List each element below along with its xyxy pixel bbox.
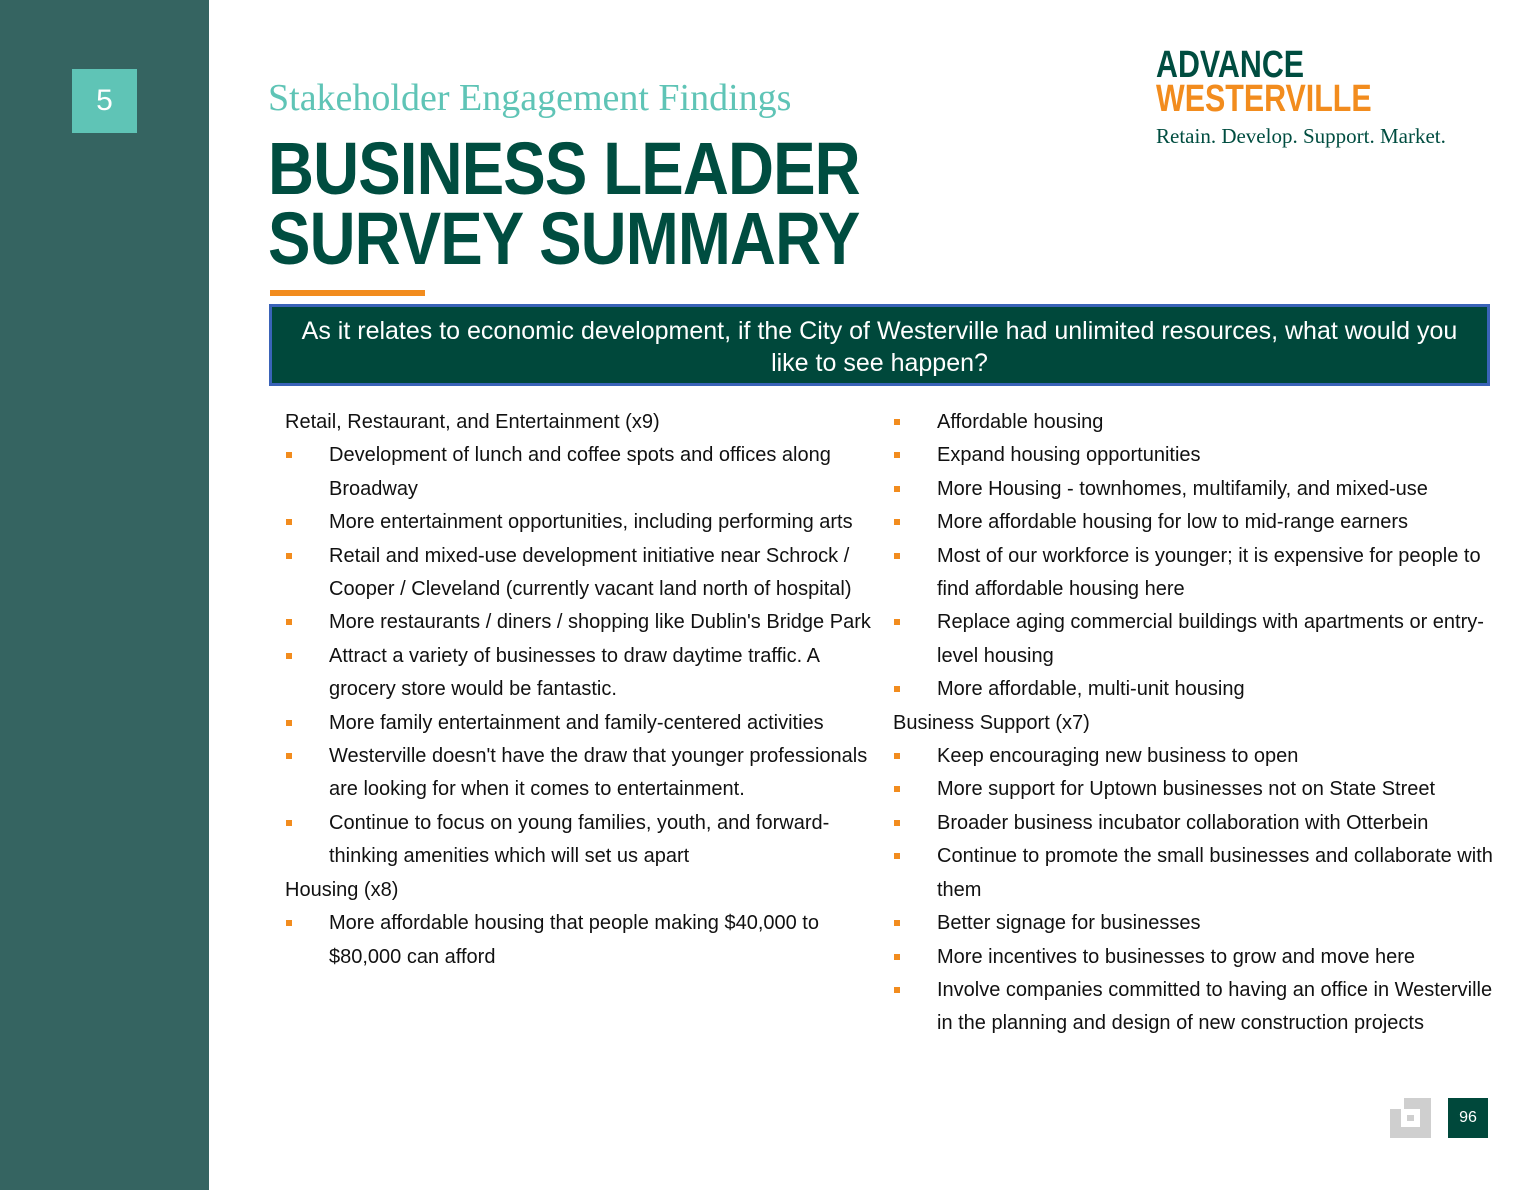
list-item: Replace aging commercial buildings with apartments or entry-level housing bbox=[893, 606, 1493, 673]
question-banner bbox=[269, 304, 1490, 386]
list-item: Expand housing opportunities bbox=[893, 439, 1493, 472]
list-item: More affordable, multi-unit housing bbox=[893, 673, 1493, 706]
page-number: 96 bbox=[1448, 1098, 1488, 1138]
sidebar-band bbox=[0, 0, 209, 1190]
question-text: As it relates to economic development, if the City of Westerville had unlimited resources, what would you like to see happen? bbox=[301, 317, 1458, 377]
category-heading-retail: Retail, Restaurant, and Entertainment (x9) bbox=[285, 411, 660, 433]
list-item: More affordable housing that people making $40,000 to $80,000 can afford bbox=[285, 907, 875, 974]
category-heading-business: Business Support (x7) bbox=[893, 711, 1090, 734]
list-item: Development of lunch and coffee spots and offices along Broadway bbox=[285, 439, 875, 506]
left-column bbox=[285, 406, 875, 974]
brand-line-westerville: WESTERVILLE bbox=[1156, 78, 1372, 120]
list-item: Westerville doesn't have the draw that younger professionals are looking for when it comes to entertainment. bbox=[285, 740, 875, 807]
section-number-badge: 5 bbox=[72, 69, 137, 133]
list-item: More incentives to businesses to grow and move here bbox=[893, 941, 1493, 974]
list-item: Most of our workforce is younger; it is expensive for people to find affordable housing here bbox=[893, 540, 1493, 607]
housing-continued-list bbox=[893, 406, 1493, 707]
list-item: Involve companies committed to having an office in Westerville in the planning and design of new construction projects bbox=[893, 974, 1493, 1041]
page-title: BUSINESS LEADER SURVEY SUMMARY bbox=[268, 127, 860, 280]
business-list bbox=[893, 740, 1493, 1041]
brand-tagline: Retain. Develop. Support. Market. bbox=[1156, 124, 1446, 148]
footer-logo-notch bbox=[1390, 1098, 1404, 1109]
list-item: Affordable housing bbox=[893, 406, 1493, 439]
list-item: Better signage for businesses bbox=[893, 907, 1493, 940]
brand-line-advance: ADVANCE bbox=[1156, 44, 1305, 86]
footer-logo-core bbox=[1407, 1115, 1414, 1121]
brand-logo bbox=[1156, 44, 1426, 120]
list-item: Keep encouraging new business to open bbox=[893, 740, 1493, 773]
list-item: Continue to promote the small businesses and collaborate with them bbox=[893, 840, 1493, 907]
housing-list bbox=[285, 907, 875, 974]
category-heading-housing: Housing (x8) bbox=[285, 878, 399, 901]
retail-list bbox=[285, 439, 875, 873]
list-item: Attract a variety of businesses to draw daytime traffic. A grocery store would be fantastic. bbox=[285, 640, 875, 707]
list-item: More affordable housing for low to mid-range earners bbox=[893, 506, 1493, 539]
footer-logo-icon bbox=[1390, 1098, 1431, 1138]
list-item: More family entertainment and family-centered activities bbox=[285, 707, 875, 740]
right-column bbox=[893, 406, 1493, 1041]
page-subtitle: Stakeholder Engagement Findings bbox=[268, 77, 792, 119]
list-item: More support for Uptown businesses not on State Street bbox=[893, 773, 1493, 806]
list-item: More Housing - townhomes, multifamily, and mixed-use bbox=[893, 473, 1493, 506]
list-item: Continue to focus on young families, youth, and forward-thinking amenities which will set us apart bbox=[285, 807, 875, 874]
list-item: More entertainment opportunities, including performing arts bbox=[285, 506, 875, 539]
title-underline bbox=[270, 290, 425, 296]
list-item: Broader business incubator collaboration with Otterbein bbox=[893, 807, 1493, 840]
list-item: More restaurants / diners / shopping like Dublin's Bridge Park bbox=[285, 606, 875, 639]
list-item: Retail and mixed-use development initiative near Schrock / Cooper / Cleveland (currently vacant land north of hospital) bbox=[285, 540, 875, 607]
